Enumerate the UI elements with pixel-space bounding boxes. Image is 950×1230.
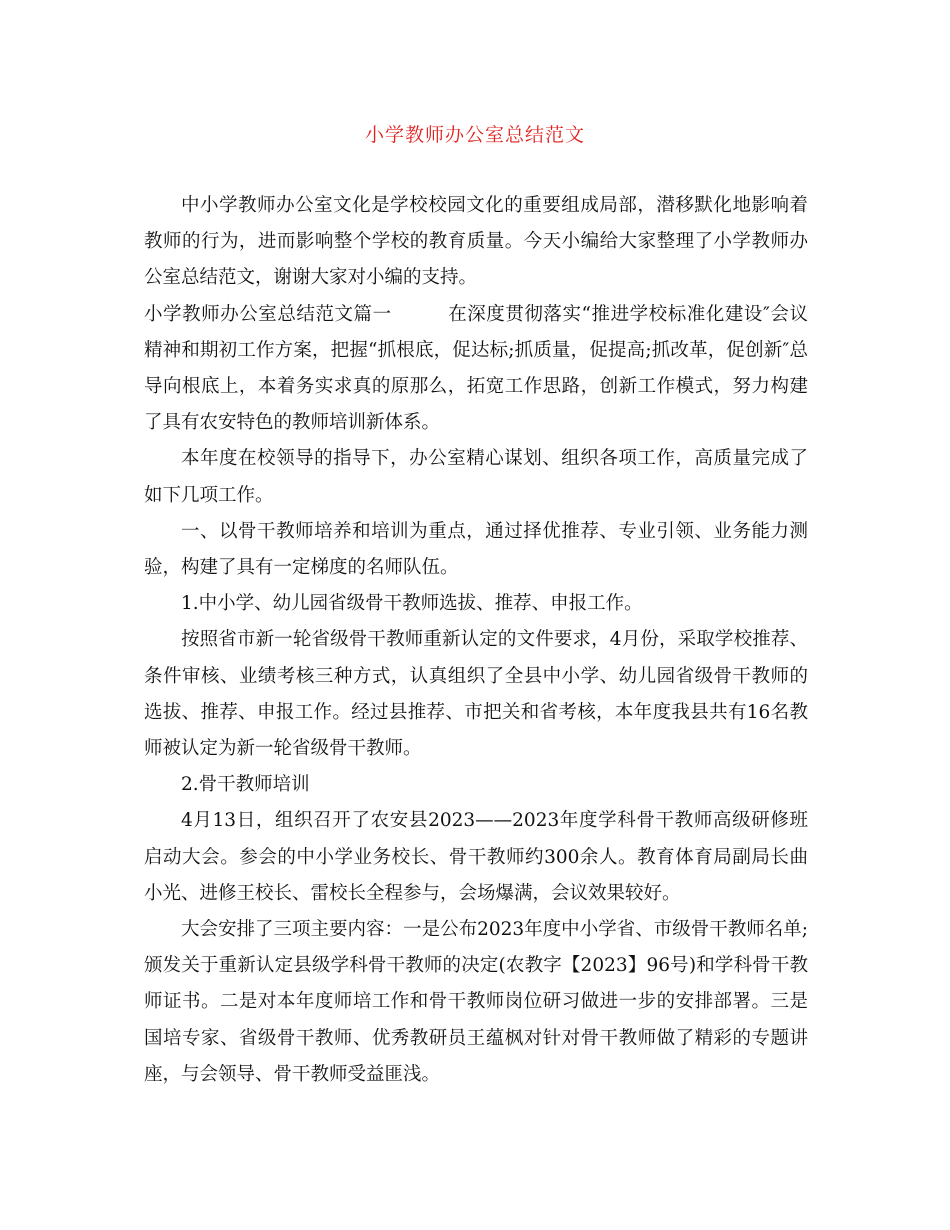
section-lead-text: 在深度贯彻落实“推进学校标准化建设″会议精神和期初工作方案，把握“抓根底，促达标;抓质量，促提高;抓改革，促创新″总导向根底上，本着务实求真的原那么，拓宽工作思路，创新工作模式，努力构建了具有农安特色的教师培训新体系。 bbox=[144, 303, 808, 434]
meeting-paragraph: 大会安排了三项主要内容：一是公布2023年度中小学省、市级骨干教师名单;颁发关于重新认定县级学科骨干教师的决定(农教字【2023】96号)和学科骨干教师证书。二是对本年度师培工作和骨干教师岗位研习做进一步的安排部署。三是国培专家、省级骨干教师、优秀教研员王蕴枫对针对骨干教师做了精彩的专题讲座，与会领导、骨干教师受益匪浅。 bbox=[144, 919, 808, 1085]
item-2-heading: 2.骨干教师培训 bbox=[181, 774, 310, 796]
item-1-body: 按照省市新一轮省级骨干教师重新认定的文件要求，4月份，采取学校推荐、条件审核、业绩考核三种方式，认真组织了全县中小学、幼儿园省级骨干教师的选拔、推荐、申报工作。经过县推荐、市把关和省考核，本年度我县共有16名教师被认定为新一轮省级骨干教师。 bbox=[144, 629, 808, 760]
year-summary-paragraph: 本年度在校领导的指导下，办公室精心谋划、组织各项工作，高质量完成了如下几项工作。 bbox=[144, 448, 808, 506]
document-body bbox=[144, 188, 808, 1093]
intro-paragraph: 中小学教师办公室文化是学校校园文化的重要组成局部，潜移默化地影响着教师的行为，进而影响整个学校的教育质量。今天小编给大家整理了小学教师办公室总结范文，谢谢大家对小编的支持。 bbox=[144, 195, 808, 289]
section-paragraph bbox=[144, 297, 808, 442]
section-heading: 小学教师办公室总结范文篇一 bbox=[144, 303, 392, 325]
item-1-heading: 1.中小学、幼儿园省级骨干教师选拔、推荐、申报工作。 bbox=[181, 593, 643, 615]
section-one-heading: 一、以骨干教师培养和培训为重点，通过择优推荐、专业引领、业务能力测验，构建了具有一定梯度的名师队伍。 bbox=[144, 520, 808, 579]
page-title: 小学教师办公室总结范文 bbox=[364, 124, 585, 146]
item-2-body: 4月13日，组织召开了农安县2023——2023年度学科骨干教师高级研修班启动大会。参会的中小学业务校长、骨干教师约300余人。教育体育局副局长曲小光、进修王校长、雷校长全程参与，会场爆满，会议效果较好。 bbox=[144, 810, 808, 904]
